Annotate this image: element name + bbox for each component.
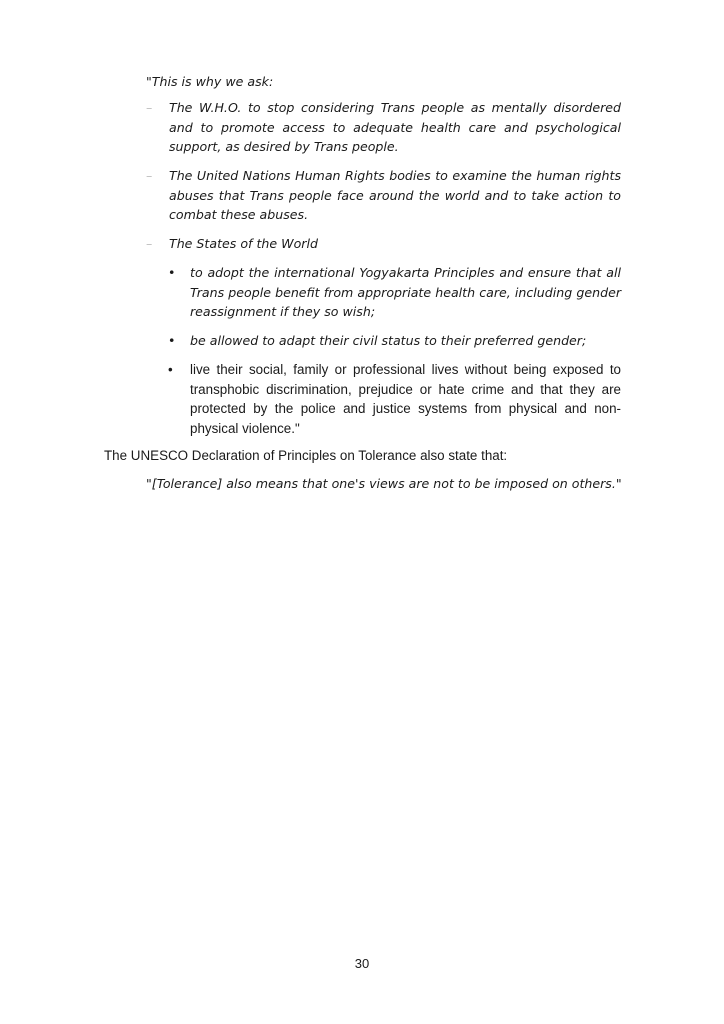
dash-item-states — [146, 234, 621, 254]
dash-item-who — [146, 98, 621, 157]
dash-marker: – — [146, 100, 153, 115]
bullet-item-live-lives — [168, 360, 621, 438]
bullet-item-text: be allowed to adapt their civil status to their preferred gender; — [190, 333, 587, 348]
page-number: 30 — [354, 956, 370, 971]
dash-marker: – — [146, 168, 153, 183]
bullet-marker: • — [168, 333, 176, 348]
bullet-item-yogyakarta — [168, 263, 621, 322]
dash-item-un — [146, 166, 621, 225]
unesco-paragraph: The UNESCO Declaration of Principles on Tolerance also state that: — [104, 448, 508, 463]
tolerance-quote: "[Tolerance] also means that one's views are not to be imposed on others." — [146, 476, 622, 491]
bullet-item-text: live their social, family or professional lives without being exposed to transphobic discrimination, prejudice or hate crime and that they are protected by the police and justice systems from physical and non-physical violence." — [190, 362, 621, 436]
dash-item-text: The W.H.O. to stop considering Trans people as mentally disordered and to promote access to adequate health care and psychological support, as desired by Trans people. — [169, 100, 621, 154]
bullet-item-civil-status — [168, 331, 621, 351]
intro-line: "This is why we ask: — [146, 74, 274, 89]
bullet-marker: • — [168, 362, 173, 377]
bullet-marker: • — [168, 265, 176, 280]
dash-marker: – — [146, 236, 153, 251]
dash-item-text: The States of the World — [169, 236, 318, 251]
bullet-item-text: to adopt the international Yogyakarta Principles and ensure that all Trans people benefit from appropriate health care, including gender reassignment if they so wish; — [190, 265, 621, 319]
dash-item-text: The United Nations Human Rights bodies to examine the human rights abuses that Trans people face around the world and to take action to combat these abuses. — [169, 168, 621, 222]
